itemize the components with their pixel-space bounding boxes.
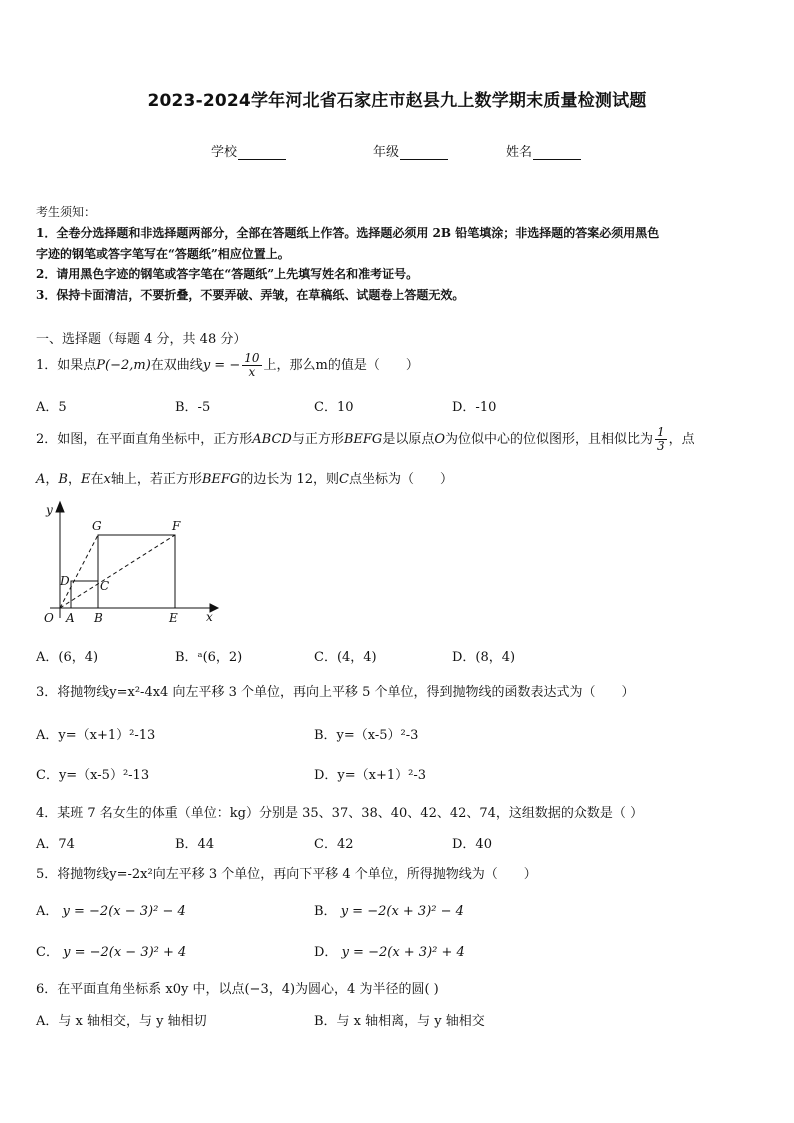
q1-fraction	[242, 352, 261, 379]
label-b: B	[94, 611, 103, 625]
q2-abcd: ABCD	[252, 432, 292, 447]
q1-option-c: C．10	[314, 400, 354, 415]
q2-text-l: 点坐标为（ ）	[348, 472, 453, 487]
q4-option-a: A．74	[36, 837, 75, 852]
q1-option-a: A．5	[36, 400, 67, 415]
q2-sep-1: ，	[45, 472, 59, 487]
q1-mid: 在双曲线	[150, 358, 203, 374]
label-d: D	[60, 574, 70, 588]
section-heading: 一、选择题（每题 4 分，共 48 分）	[36, 332, 247, 347]
q5-b-label: B．	[314, 904, 337, 919]
q5-option-a	[36, 900, 186, 919]
page-title: 2023-2024学年河北省石家庄市赵县九上数学期末质量检测试题	[147, 91, 647, 111]
q2-option-c: C．(4，4)	[314, 650, 377, 665]
q2-b: B	[58, 472, 68, 487]
q2-text-c: 是以原点	[382, 432, 435, 447]
q5-c-label: C．	[36, 945, 59, 960]
q2-option-d: D．(8，4)	[452, 650, 516, 665]
q5-c-expr: y = −2(x − 3)² + 4	[63, 945, 187, 960]
y-axis-arrow-icon	[56, 502, 64, 512]
q3-option-b: B．y=（x-5）²-3	[314, 728, 419, 743]
grade-blank	[400, 147, 448, 160]
q2-c: C	[339, 472, 349, 487]
q5-d-expr: y = −2(x + 3)² + 4	[341, 945, 465, 960]
q3-option-a: A．y=（x+1）²-13	[36, 728, 156, 743]
grade-field	[373, 141, 448, 160]
q1-option-d: D．-10	[452, 400, 497, 415]
school-field	[211, 141, 286, 160]
q2-text-a: 2．如图，在平面直角坐标中，正方形	[36, 432, 253, 447]
q1-point: P(−2,m)	[96, 358, 151, 374]
q3-option-c: C．y=（x-5）²-13	[36, 768, 150, 783]
label-e: E	[169, 611, 178, 625]
dashed-line-og	[60, 535, 98, 608]
q2-text-j: 的边长为 12，则	[240, 472, 339, 487]
q2-sep-2: ，	[67, 472, 81, 487]
square-abcd	[71, 581, 98, 608]
notice-item-3: 3．保持卡面清洁，不要折叠，不要弄破、弄皱，在草稿纸、试题卷上答题无效。	[36, 288, 465, 302]
q2-befg: BEFG	[343, 432, 383, 447]
q2-ratio-fraction	[655, 426, 667, 453]
question-3-stem: 3．将抛物线y=x²-4x4 向左平移 3 个单位，再向上平移 5 个单位，得到抛物线的函数表达式为（ ）	[36, 685, 635, 700]
notice-item-1-line-1: 1．全卷分选择题和非选择题两部分，全部在答题纸上作答。选择题必须用 2B 铅笔填涂；非选择题的答案必须用黑色	[36, 226, 660, 240]
question-1-stem	[36, 352, 419, 380]
q2-option-b: B．ᵃ(6，2)	[175, 650, 243, 665]
question-4-stem: 4．某班 7 名女生的体重（单位：kg）分别是 35、37、38、40、42、42、74，这组数据的众数是（ ）	[36, 806, 644, 821]
q2-figure	[36, 500, 226, 630]
label-f: F	[172, 519, 181, 533]
q5-option-c	[36, 941, 186, 960]
q2-text-b: 与正方形	[291, 432, 344, 447]
name-blank	[533, 147, 581, 160]
grade-label: 年级	[373, 145, 400, 160]
q1-option-b: B．-5	[175, 400, 211, 415]
q2-text-d: 为位似中心的位似图形，且相似比为	[445, 432, 654, 447]
q1-numerator: 10	[244, 351, 260, 365]
q5-a-expr: y = −2(x − 3)² − 4	[62, 904, 186, 919]
q5-b-expr: y = −2(x + 3)² − 4	[340, 904, 464, 919]
dashed-line-of	[60, 535, 175, 608]
q4-option-c: C．42	[314, 837, 354, 852]
label-o: O	[44, 611, 54, 625]
question-5-stem: 5．将抛物线y=-2x²向左平移 3 个单位，再向下平移 4 个单位，所得抛物线为（ ）	[36, 867, 537, 882]
q2-on: 在	[90, 472, 104, 487]
question-2-stem-line-2	[36, 468, 453, 487]
name-label: 姓名	[506, 145, 533, 160]
square-befg	[98, 535, 175, 608]
q1-denominator: x	[248, 365, 256, 380]
label-c: C	[100, 579, 110, 593]
q2-numerator: 1	[657, 424, 665, 439]
q6-option-b: B．与 x 轴相离，与 y 轴相交	[314, 1014, 485, 1029]
notice-item-1-line-2: 字迹的钢笔或答字笔写在“答题纸”相应位置上。	[36, 247, 290, 261]
label-y: y	[46, 503, 53, 517]
q2-e: E	[80, 472, 91, 487]
q1-post: 上，那么m的值是（ ）	[263, 358, 419, 374]
q2-option-a: A．(6，4)	[36, 650, 99, 665]
notice-item-2: 2．请用黑色字迹的钢笔或答字笔在“答题纸”上先填写姓名和准考证号。	[36, 267, 419, 281]
q2-text-h: 轴上，若正方形	[110, 472, 202, 487]
q1-pre: 1．如果点	[36, 358, 97, 374]
q3-option-d: D．y=（x+1）²-3	[314, 768, 427, 783]
q6-option-a: A．与 x 轴相交，与 y 轴相切	[36, 1014, 207, 1029]
notice-heading: 考生须知：	[36, 205, 97, 219]
school-blank	[238, 147, 286, 160]
label-g: G	[92, 519, 102, 533]
q4-option-b: B．44	[175, 837, 215, 852]
q1-lhs: y = −	[202, 358, 241, 374]
q5-option-d	[314, 941, 465, 960]
q5-option-b	[314, 900, 464, 919]
q2-a: A	[36, 472, 46, 487]
q2-o: O	[434, 432, 445, 447]
q2-text-e: ，点	[668, 432, 695, 447]
q2-denominator: 3	[657, 439, 665, 453]
question-6-stem: 6．在平面直角坐标系 x0y 中，以点(−3，4)为圆心，4 为半径的圆( )	[36, 982, 439, 997]
q4-option-d: D．40	[452, 837, 492, 852]
name-field	[506, 141, 581, 160]
label-x: x	[206, 610, 213, 624]
q5-a-label: A．	[36, 904, 59, 919]
q5-d-label: D．	[314, 945, 338, 960]
q2-x: x	[103, 472, 111, 487]
question-2-stem-line-1	[36, 425, 695, 455]
school-label: 学校	[211, 145, 238, 160]
q2-befg-2: BEFG	[201, 472, 241, 487]
label-a: A	[66, 611, 75, 625]
